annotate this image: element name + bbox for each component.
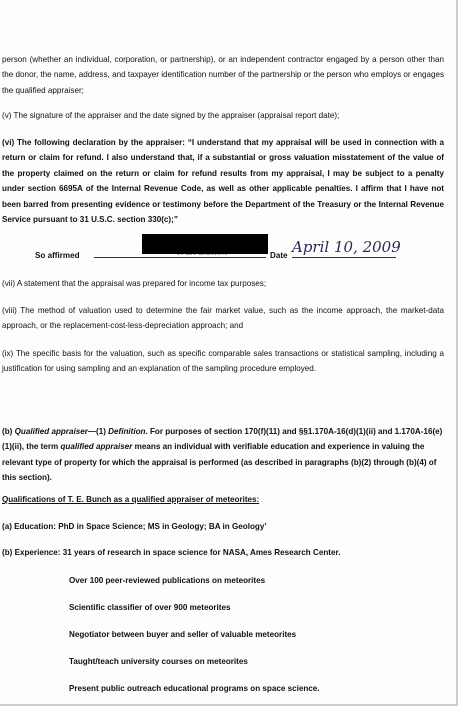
paragraph-b-prefix: (b) xyxy=(2,427,15,436)
so-affirmed-label: So affirmed xyxy=(35,251,80,260)
paragraph-b-text1: For purposes of section 170(f)(11) and §§1.170A-16(d)(1)(ii) and 1.170A-16(e)(1)(ii), the term xyxy=(2,427,443,452)
paragraph-v: (v) The signature of the appraiser and the date signed by the appraiser (appraisal report date); xyxy=(2,111,340,120)
definition-term: Definition. xyxy=(108,427,148,436)
date-line xyxy=(292,257,396,258)
paragraph-b-dash: —(1) xyxy=(87,427,109,436)
qualification-item-courses: Taught/teach university courses on meteorites xyxy=(69,657,248,666)
education-line: (a) Education: PhD in Space Science; MS in Geology; BA in Geology’ xyxy=(2,522,267,531)
paragraph-ix: (ix) The specific basis for the valuation, such as specific comparable sales transactions or statistical sampling, including a justification for using sampling and an explanation of the sampling procedure employed. xyxy=(2,349,444,374)
qualified-appraiser-term: Qualified appraiser xyxy=(14,427,88,436)
qualification-item-outreach: Present public outreach educational programs on space science. xyxy=(69,684,320,693)
paragraph-continued: person (whether an individual, corporation, or partnership), or an independent contractor engaged by a person other than the donor, the name, address, and taxpayer identification number of the partnership or the person who employs or engages the qualified appraiser; xyxy=(2,55,444,95)
qualification-item-publications: Over 100 peer-reviewed publications on meteorites xyxy=(69,576,266,585)
qualifications-heading: Qualifications of T. E. Bunch as a qualified appraiser of meteorites: xyxy=(2,495,260,504)
paragraph-vii: (vii) A statement that the appraisal was prepared for income tax purposes; xyxy=(2,279,267,288)
qualified-appraiser-term-2: qualified appraiser xyxy=(60,442,133,452)
paragraph-b-qualified-appraiser xyxy=(2,424,444,486)
qualification-item-negotiator: Negotiator between buyer and seller of valuable meteorites xyxy=(69,630,297,639)
handwritten-date: April 10, 2009 xyxy=(292,238,401,256)
paragraph-b-text2: means an individual with verifiable education and experience in valuing the relevant type of property for which the appraisal is performed (as described in paragraphs (b)(2) through (b)(4) of this section). xyxy=(2,442,437,483)
experience-line: (b) Experience: 31 years of research in space science for NASA, Ames Research Center. xyxy=(2,548,341,557)
paragraph-vi-declaration: (vi) The following declaration by the appraiser: “I understand that my appraisal will be used in connection with a return or claim for refund. I also understand that, if a substantial or gross valuation misstatement of the value of the property claimed on the return or claim for refund results from my appraisal, I may be subject to a penalty under section 6695A of the Internal Revenue Code, as well as other applicable penalties. I affirm that I have not been barred from presenting evidence or testimony before the Department of the Treasury or the Internal Revenue Service pursuant to 31 U.S.C. section 330(c);” xyxy=(2,138,444,225)
redaction-box xyxy=(142,234,268,254)
qualification-item-classifier: Scientific classifier of over 900 meteorites xyxy=(69,603,231,612)
paragraph-viii: (viii) The method of valuation used to determine the fair market value, such as the income approach, the market-data approach, or the replacement-cost-less-depreciation approach; and xyxy=(2,306,444,331)
date-label: Date xyxy=(270,251,288,260)
